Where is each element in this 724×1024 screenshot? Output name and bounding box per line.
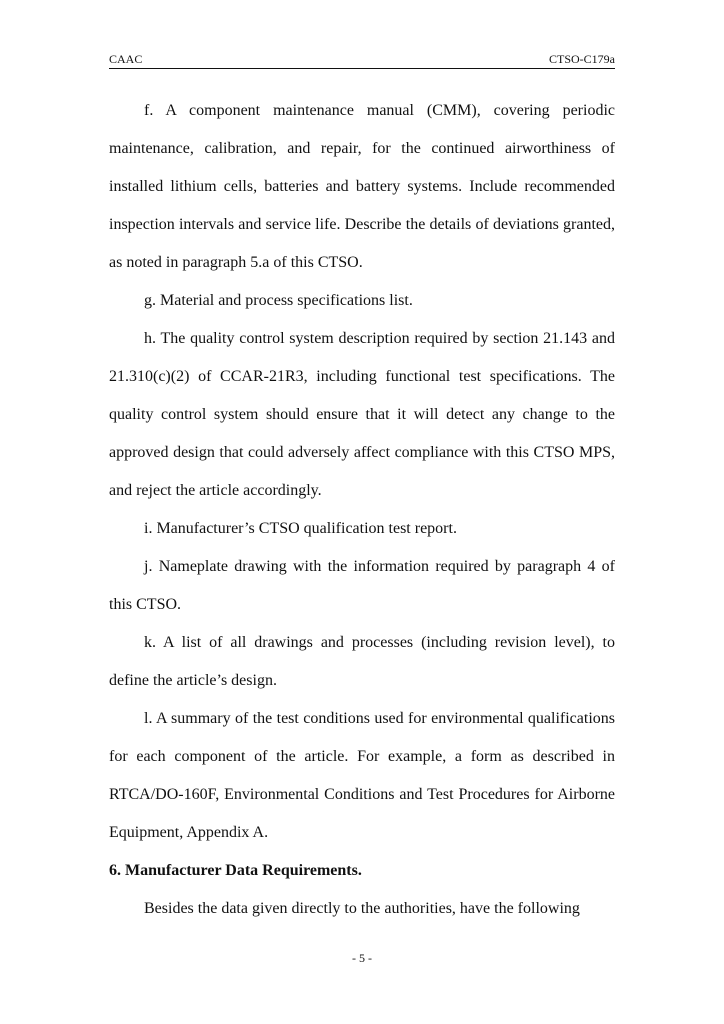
- section-heading: 6. Manufacturer Data Requirements.: [109, 862, 362, 879]
- header-left-text: CAAC: [109, 52, 143, 66]
- paragraph-g: g. Material and process specifications list.: [144, 292, 413, 309]
- document-body: [109, 92, 615, 928]
- header-right-text: CTSO-C179a: [549, 52, 615, 66]
- page-number: - 5 -: [352, 951, 372, 965]
- paragraph-f: f. A component maintenance manual (CMM), covering periodic maintenance, calibration, and repair, for the continued airworthiness of installed lithium cells, batteries and battery systems. Include recommended inspection intervals and service life. Describe the details of deviations granted, as noted in paragraph 5.a of this CTSO.: [109, 102, 615, 271]
- paragraph-l: l. A summary of the test conditions used for environmental qualifications for each component of the article. For example, a form as described in RTCA/DO-160F, Environmental Conditions and Test Procedures for Airborne Equipment, Appendix A.: [109, 710, 615, 841]
- paragraph-h: h. The quality control system description required by section 21.143 and 21.310(c)(2) of CCAR-21R3, including functional test specifications. The quality control system should ensure that it will detect any change to the approved design that could adversely affect compliance with this CTSO MPS, and reject the article accordingly.: [109, 330, 615, 499]
- page-header: [109, 52, 615, 69]
- paragraph-k: k. A list of all drawings and processes (including revision level), to define the article’s design.: [109, 634, 615, 689]
- paragraph-i: i. Manufacturer’s CTSO qualification test report.: [144, 520, 457, 537]
- section-intro-paragraph: Besides the data given directly to the authorities, have the following: [144, 900, 580, 917]
- paragraph-j: j. Nameplate drawing with the information required by paragraph 4 of this CTSO.: [109, 558, 615, 613]
